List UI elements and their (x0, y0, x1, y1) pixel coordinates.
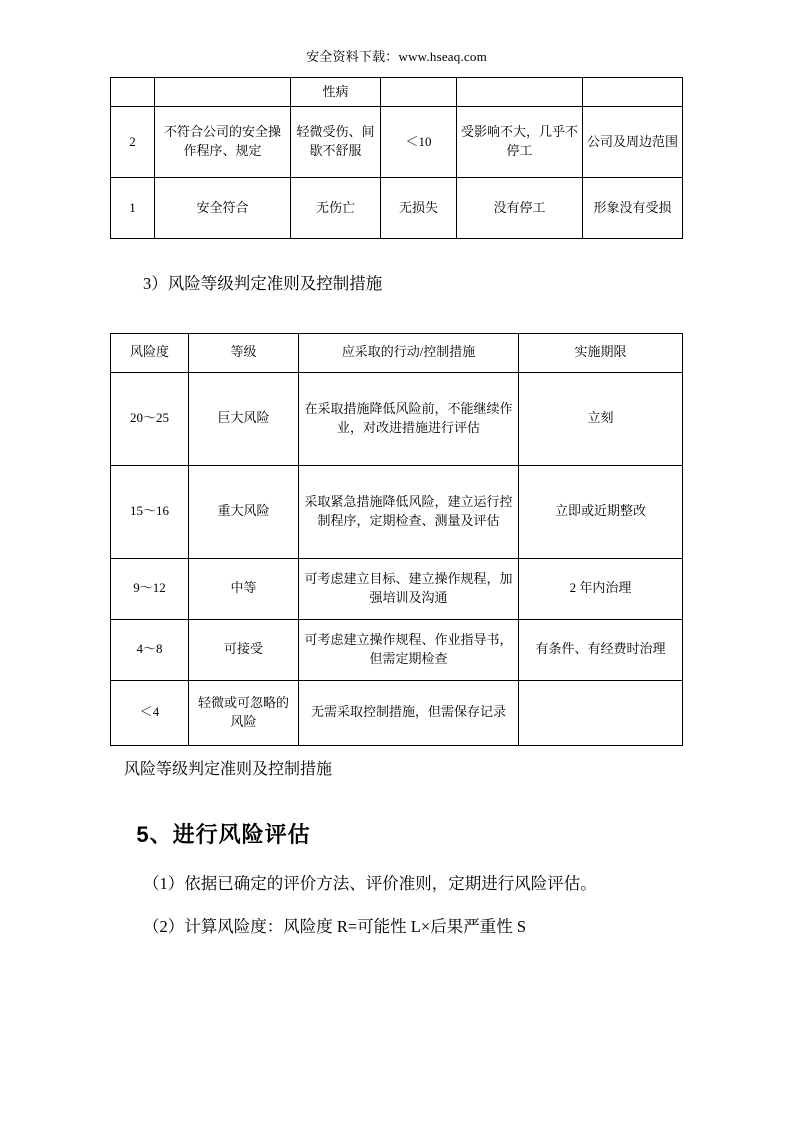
cell-injury: 性病 (291, 78, 381, 107)
cell-score: 15～16 (111, 465, 189, 558)
cell-level: 轻微或可忽略的风险 (189, 680, 299, 745)
cell-stop: 没有停工 (457, 178, 583, 239)
cell-score: 20～25 (111, 372, 189, 465)
cell-desc: 不符合公司的安全操作程序、规定 (155, 107, 291, 178)
cell-action: 可考虑建立目标、建立操作规程，加强培训及沟通 (299, 558, 519, 619)
cell-score: 9～12 (111, 558, 189, 619)
cell-stop: 受影响不大，几乎不停工 (457, 107, 583, 178)
cell-loss: ＜10 (381, 107, 457, 178)
table-row (111, 178, 683, 239)
subheading-risk-criteria: 3）风险等级判定准则及控制措施 (143, 274, 383, 293)
header-action: 应采取的行动/控制措施 (299, 333, 519, 372)
header-deadline: 实施期限 (519, 333, 683, 372)
cell-injury: 轻微受伤、间歇不舒服 (291, 107, 381, 178)
cell-action: 采取紧急措施降低风险，建立运行控制程序，定期检查、测量及评估 (299, 465, 519, 558)
cell-level: 1 (111, 178, 155, 239)
cell-level: 巨大风险 (189, 372, 299, 465)
cell-injury: 无伤亡 (291, 178, 381, 239)
table-row (111, 107, 683, 178)
cell-level: 可接受 (189, 619, 299, 680)
table-header-row (111, 333, 683, 372)
table-row (111, 372, 683, 465)
body-paragraph-2: （2）计算风险度：风险度 R=可能性 L×后果严重性 S (143, 917, 526, 937)
cell-image (583, 78, 683, 107)
cell-stop (457, 78, 583, 107)
cell-loss: 无损失 (381, 178, 457, 239)
cell-level (111, 78, 155, 107)
table-row (111, 558, 683, 619)
cell-deadline: 2 年内治理 (519, 558, 683, 619)
cell-level: 2 (111, 107, 155, 178)
section-title: 5、进行风险评估 (136, 822, 311, 848)
watermark-text: 安全资料下载：www.hseaq.com (306, 49, 487, 64)
cell-deadline: 有条件、有经费时治理 (519, 619, 683, 680)
cell-image: 形象没有受损 (583, 178, 683, 239)
body-paragraph-1: （1）依据已确定的评价方法、评价准则，定期进行风险评估。 (143, 874, 597, 894)
cell-level: 中等 (189, 558, 299, 619)
table-row (111, 680, 683, 745)
cell-loss (381, 78, 457, 107)
cell-score: 4～8 (111, 619, 189, 680)
header-level: 等级 (189, 333, 299, 372)
table-row (111, 619, 683, 680)
cell-deadline (519, 680, 683, 745)
cell-deadline: 立刻 (519, 372, 683, 465)
cell-level: 重大风险 (189, 465, 299, 558)
cell-desc: 安全符合 (155, 178, 291, 239)
cell-desc (155, 78, 291, 107)
cell-action: 在采取措施降低风险前，不能继续作业，对改进措施进行评估 (299, 372, 519, 465)
risk-level-criteria-table (110, 333, 683, 746)
cell-action: 可考虑建立操作规程、作业指导书，但需定期检查 (299, 619, 519, 680)
cell-action: 无需采取控制措施，但需保存记录 (299, 680, 519, 745)
cell-image: 公司及周边范围 (583, 107, 683, 178)
cell-deadline: 立即或近期整改 (519, 465, 683, 558)
table-caption: 风险等级判定准则及控制措施 (124, 760, 333, 778)
cell-score: ＜4 (111, 680, 189, 745)
hazard-classification-table (110, 77, 683, 239)
table-row (111, 78, 683, 107)
header-score: 风险度 (111, 333, 189, 372)
table-row (111, 465, 683, 558)
